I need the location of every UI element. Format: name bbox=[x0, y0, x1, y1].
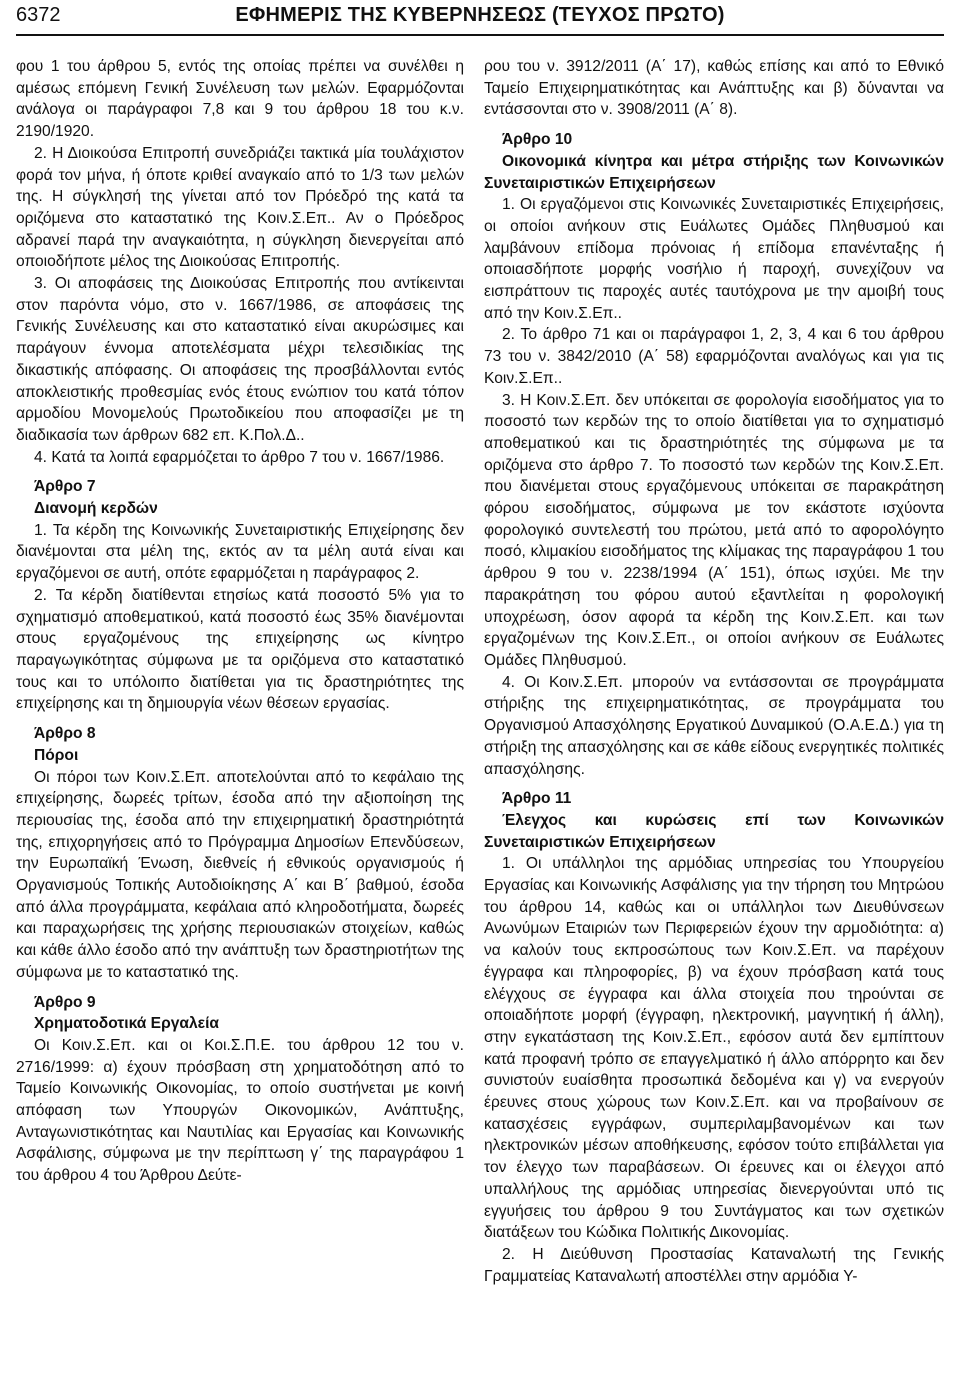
article-10-number: Άρθρο 10 bbox=[502, 131, 573, 149]
article-11-number: Άρθρο 11 bbox=[502, 790, 572, 808]
paragraph: 2. Τα κέρδη διατίθενται ετησίως κατά ποσοστό 5% για το σχηματισμό αποθεματικού, κατά ποσοστό έως 35% διανέμονται στους εργαζομένους της επιχείρησης ως κίνητρο παραγωγικότητας σύμφωνα με τα οριζόμενα στο καταστατικό τους και το υπόλοιπο διατίθεται για τις δραστηριότητες της επιχείρησης και τη δημιουργία νέων θέσεων εργασίας. bbox=[16, 586, 464, 713]
paragraph: 4. Οι Κοιν.Σ.Επ. μπορούν να εντάσσονται σε προγράμματα στήριξης της επιχειρηματικότητας, σε προγράμματα του Οργανισμού Απασχόλησης Εργατικού Δυναμικού (Ο.Α.Ε.Δ.) για τη στήριξη της απασχόλησης και σε κάθε είδους ενεργητικές πολιτικές απασχόλησης. bbox=[484, 673, 944, 778]
paragraph: 3. Οι αποφάσεις της Διοικούσας Επιτροπής που αντίκεινται στον παρόντα νόμο, στο ν. 1667/1986, σε αποφάσεις της Γενικής Συνέλευσης και στο καταστατικό είναι ακυρώσιμες και παράγουν έννομα αποτελέσματα μέχρι τελεσιδικίας της δικαστικής απόφασης. Οι αποφάσεις της προσβάλλονται εντός αποκλειστικής προθεσμίας ενός έτους ενώπιον του κατά τόπον αρμοδίου Μονομελούς Πρωτοδικείου που αποφασίζει με τη διαδικασία των άρθρων 682 επ. Κ.Πολ.Δ.. bbox=[16, 275, 464, 444]
article-8-number: Άρθρο 8 bbox=[34, 725, 96, 743]
paragraph: Οι πόροι των Κοιν.Σ.Επ. αποτελούνται από το κεφάλαιο της επιχείρησης, δωρεές τρίτων, έσοδα από την αξιοποίηση της περιουσίας της, έσοδα από την επιχειρηματική δραστηριότητά της, επιχορηγήσεις από το Πρόγραμμα Δημοσίων Επενδύσεων, την Ευρωπαϊκή Ένωση, διεθνείς ή εθνικούς οργανισμούς ή Οργανισμούς Τοπικής Αυτοδιοίκησης Α΄ και Β΄ βαθμού, έσοδα από άλλα προγράμματα, κεφάλαια από κληροδοτήματα, δωρεές και παραχωρήσεις της χρήσης περιουσιακών στοιχείων, καθώς και κάθε άλλο έσοδο από την ανάπτυξη των δραστηριοτήτων της σύμφωνα με το καταστατικό της. bbox=[16, 768, 464, 981]
header-rule bbox=[16, 34, 944, 36]
paragraph: 4. Κατά τα λοιπά εφαρμόζεται το άρθρο 7 του ν. 1667/1986. bbox=[34, 448, 445, 466]
article-10-title: Οικονομικά κίνητρα και μέτρα στήριξης των Κοινωνικών Συνεταιριστικών Επιχειρήσεων bbox=[484, 152, 944, 192]
paragraph: 2. Το άρθρο 71 και οι παράγραφοι 1, 2, 3, 4 και 6 του άρθρου 73 του ν. 3842/2010 (Α΄ 58) εφαρμόζονται αναλόγως και για τις Κοιν.Σ.Επ.. bbox=[484, 326, 944, 387]
paragraph: 1. Οι υπάλληλοι της αρμόδιας υπηρεσίας του Υπουργείου Εργασίας και Κοινωνικής Ασφάλισης για την τήρηση του Μητρώου του άρθρου 14, καθώς και οι υπάλληλοι των Διευθύνσεων Ανωνύμων Εταιριών των Περιφερειών έχουν την αρμοδιότητα: α) να καλούν τους εκπροσώπους των Κοιν.Σ.Επ. να παρέχουν έγγραφα και πληροφορίες, β) να έχουν πρόσβαση κατά τους ελέγχους σε έγγραφα και άλλα στοιχεία που τηρούνται σε οποιαδήποτε μορφή (έγγραφη, ηλεκτρονική, μαγνητική ή άλλη), στην εγκατάσταση της Κοιν.Σ.Επ., εφόσον αυτά δεν εμπίπτουν κατά προφανή τρόπο σε επαγγελματικό ή άλλο απόρρητο και δεν συνιστούν ευαίσθητα προσωπικά δεδομένα και γ) να ενεργούν έρευνες στους χώρους των Κοιν.Σ.Επ. και να προβαίνουν σε κατασχέσεις εγγράφων, συμπεριλαμβανομένων και των ηλεκτρονικών μέσων αποθήκευσης, εφόσον τούτο επιβάλλεται για τον έλεγχο των παραβάσεων. Οι έρευνες και οι έλεγχοι από υπαλλήλους της αρμόδιας υπηρεσίας διενεργούνται υπό τις εγγυήσεις του άρθρου 9 του Συντάγματος και των σχετικών διατάξεων του Κώδικα Πολιτικής Δικονομίας. bbox=[484, 855, 944, 1242]
paragraph: 1. Τα κέρδη της Κοινωνικής Συνεταιριστικής Επιχείρησης δεν διανέμονται στα μέλη της, εκτός αν τα μέλη αυτά είναι και εργαζόμενοι σε αυτή, οπότε εφαρμόζεται η παράγραφος 2. bbox=[16, 521, 464, 583]
article-8-title: Πόροι bbox=[34, 746, 79, 764]
page-header bbox=[16, 2, 944, 38]
paragraph: 2. Η Διεύθυνση Προστασίας Καταναλωτή της Γενικής Γραμματείας Καταναλωτή αποστέλλει στην αρμόδια Υ- bbox=[484, 1245, 944, 1285]
paragraph: 2. Η Διοικούσα Επιτροπή συνεδριάζει τακτικά μία τουλάχιστον φορά τον μήνα, ή όποτε κριθεί αναγκαίο από το 1/3 των μελών της. Η σύγκλησή της γίνεται από τον Πρόεδρό της κατά τα οριζόμενα στο καταστατικό της Κοιν.Σ.Επ.. Αν ο Πρόεδρος αδρανεί παρά την αναγκαιότητα, η σύγκληση διενεργείται από οποιοδήποτε μέλος της Διοικούσας Επιτροπής. bbox=[16, 144, 464, 271]
article-9-number: Άρθρο 9 bbox=[34, 993, 96, 1011]
paragraph: 3. Η Κοιν.Σ.Επ. δεν υπόκειται σε φορολογία εισοδήματος για το ποσοστό των κερδών της το οποίο διατίθεται για το σχηματισμό αποθεματικού και τις δραστηριότητές της σύμφωνα με τα οριζόμενα στο άρθρο 7. Το ποσοστό των κερδών της Κοιν.Σ.Επ. που διανέμεται στους εργαζόμενους υπόκειται σε παρακράτηση φόρου εισοδήματος, σύμφωνα με τον εκάστοτε ισχύοντα φορολογικό συντελεστή του πρώτου, μετά από το αφορολόγητο ποσό, κλιμακίου εισοδήματος της κλίμακας της παραγράφου 1 του άρθρου 9 του ν. 2238/1994 (Α΄ 151), όπως ισχύει. Με την παρακράτηση του φόρου αυτού εξαντλείται η φορολογική υποχρέωση, όσον αφορά τα κέρδη της Κοιν.Σ.Επ. και των εργαζομένων της Κοιν.Σ.Επ., οι οποίοι ανήκουν σε Ευάλωτες Ομάδες Πληθυσμού. bbox=[484, 391, 944, 669]
article-7-number: Άρθρο 7 bbox=[34, 478, 96, 496]
paragraph: ρου του ν. 3912/2011 (Α΄ 17), καθώς επίσης και από το Εθνικό Ταμείο Επιχειρηματικότητας και Ανάπτυξης και β) δύνανται να εντάσσονται στο ν. 3908/2011 (Α΄ 8). bbox=[484, 58, 944, 119]
article-11-title: Έλεγχος και κυρώσεις επί των Κοινωνικών Συνεταιριστικών Επιχειρήσεων bbox=[484, 811, 944, 851]
right-column bbox=[484, 56, 944, 1390]
paragraph: Οι Κοιν.Σ.Επ. και οι Κοι.Σ.Π.Ε. του άρθρου 12 του ν. 2716/1999: α) έχουν πρόσβαση στη χρηματοδότηση από το Ταμείο Κοινωνικής Οικονομίας, το οποίο συστήνεται με κοινή απόφαση των Υπουργών Οικονομικών, Ανάπτυξης, Ανταγωνιστικότητας και Ναυτιλίας και Εργασίας και Κοινωνικής Ασφάλισης, σύμφωνα με την περίπτωση γ΄ της παραγράφου 1 του άρθρου 4 του Άρθρου Δεύτε- bbox=[16, 1036, 464, 1185]
paragraph: φου 1 του άρθρου 5, εντός της οποίας πρέπει να συνέλθει η αμέσως επόμενη Γενική Συνέλευση των μελών. Εφαρμόζονται ανάλογα οι παράγραφοι 7,8 και 9 του άρθρου 18 του κ.ν. 2190/1920. bbox=[16, 58, 464, 141]
page-number: 6372 bbox=[16, 4, 61, 26]
article-7-title: Διανομή κερδών bbox=[34, 500, 158, 518]
article-9-title: Χρηματοδοτικά Εργαλεία bbox=[34, 1015, 219, 1033]
paragraph: 1. Οι εργαζόμενοι στις Κοινωνικές Συνεταιριστικές Επιχειρήσεις, οι οποίοι ανήκουν στις Ευάλωτες Ομάδες Πληθυσμού και λαμβάνουν επίδομα πρόνοιας ή επίδομα επανένταξης ή οποιασδήποτε μορφής νοσήλιο ή παροχή, συνεχίζουν να εισπράττουν τις παροχές αυτές ταυτόχρονα με την αμοιβή τους από την Κοιν.Σ.Επ.. bbox=[484, 196, 944, 322]
gazette-title: ΕΦΗΜΕΡΙΣ ΤΗΣ ΚΥΒΕΡΝΗΣΕΩΣ (ΤΕΥΧΟΣ ΠΡΩΤΟ) bbox=[235, 4, 725, 26]
left-column bbox=[16, 56, 464, 1390]
